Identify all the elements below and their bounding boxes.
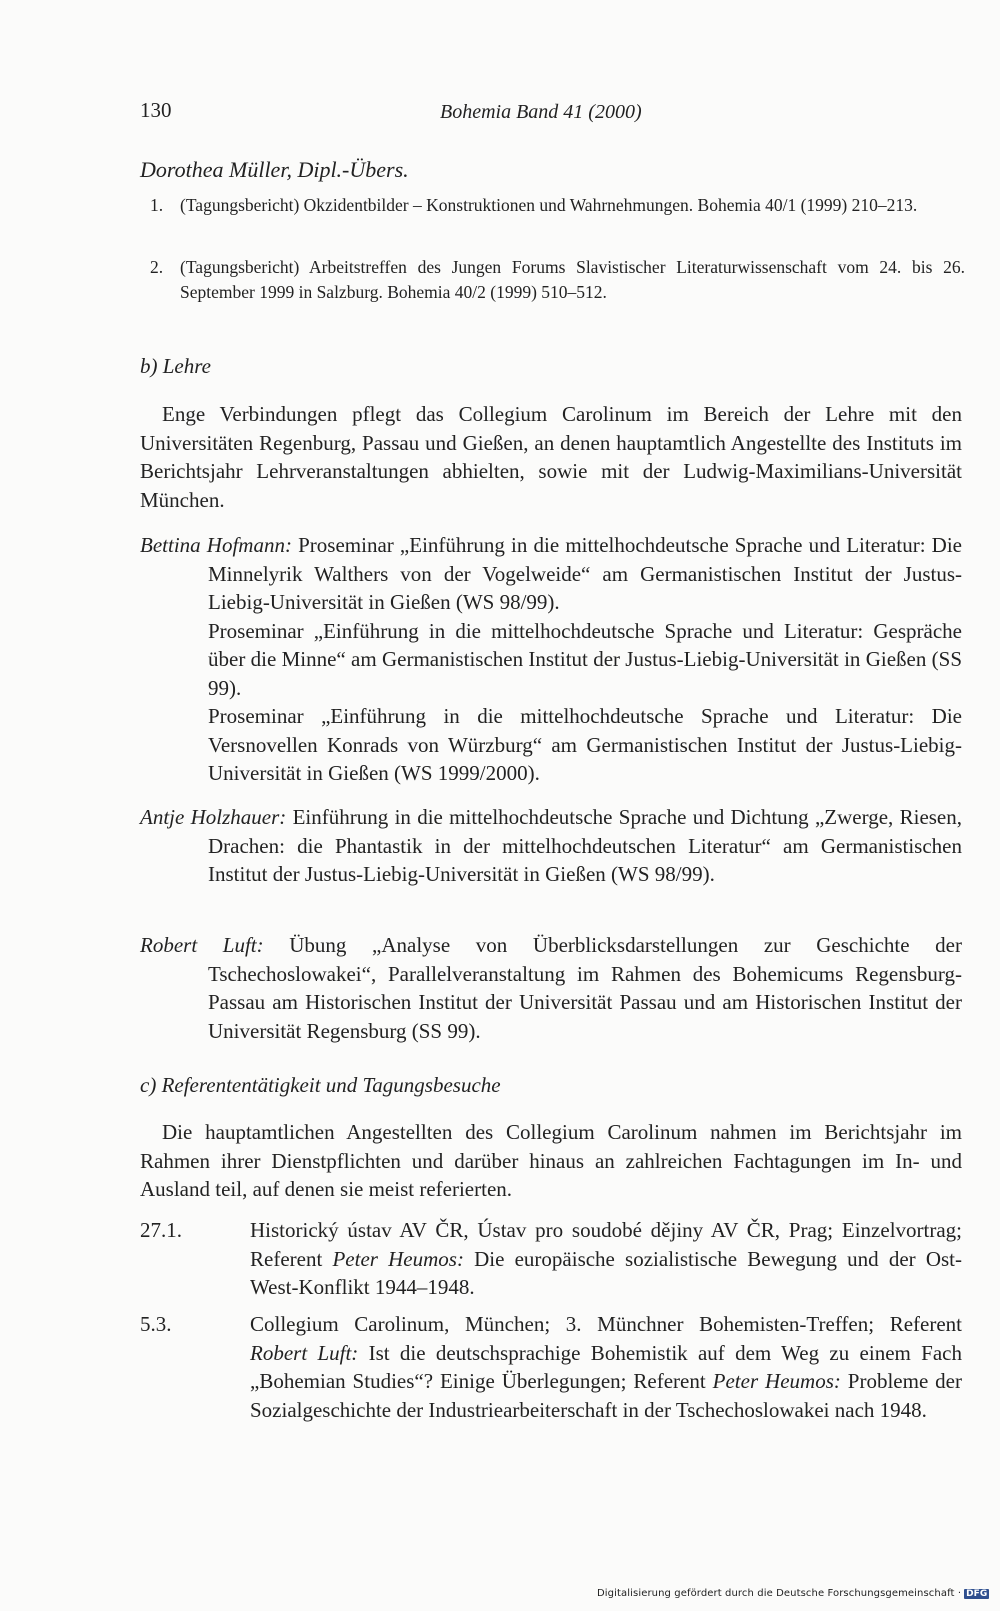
speaker-name: Peter Heumos:	[712, 1369, 841, 1393]
digitization-footer: Digitalisierung gefördert durch die Deutsche Forschungsgemeinschaft · DFG	[597, 1588, 988, 1599]
publication-item	[150, 255, 965, 305]
running-title: Bohemia Band 41 (2000)	[440, 101, 642, 123]
section-heading-lehre: b) Lehre	[140, 354, 211, 378]
entry-line: Übung „Analyse von Überblicksdarstellungen zur Geschichte der Tschechoslowakei“, Parallelveranstaltung im Rahmen des Bohemicums Regensburg-Passau am Historischen Institut der Universität Passau und am Historischen Institut der Universität Regensburg (SS 99).	[208, 933, 962, 1043]
event-text: Historický ústav AV ČR, Ústav pro soudobé dějiny AV ČR, Prag; Einzelvortrag; Referent Peter Heumos: Die europäische sozialistische Bewegung und der Ost-West-Konflikt 1944–1948.	[250, 1218, 962, 1299]
event-date: 5.3.	[140, 1312, 172, 1336]
page-number: 130	[140, 98, 172, 122]
publication-number: 2.	[150, 257, 164, 277]
entry-name: Antje Holzhauer:	[140, 805, 287, 829]
teaching-entry	[140, 803, 962, 889]
event-text: Collegium Carolinum, München; 3. Münchner Bohemisten-Treffen; Referent Robert Luft: Ist die deutschsprachige Bohemistik auf dem Weg zu einem Fach „Bohemian Studies“? Einige Überlegungen; Referent Peter Heumos: Probleme der Sozialgeschichte der Industriearbeiterschaft in der Tschechoslowakei nach 1948.	[250, 1312, 963, 1422]
paragraph-referenten-intro: Die hauptamtlichen Angestellten des Collegium Carolinum nahmen im Berichtsjahr im Rahmen ihrer Dienstpflichten und darüber hinaus an zahlreichen Fachtagungen im In- und Ausland teil, auf denen sie meist referierten.	[140, 1120, 962, 1201]
teaching-entry	[140, 531, 962, 788]
publication-number: 1.	[150, 195, 164, 215]
teaching-entry	[140, 931, 962, 1045]
entry-line: Proseminar „Einführung in die mittelhochdeutsche Sprache und Literatur: Gespräche über die Minne“ am Germanistischen Institut der Justus-Liebig-Universität in Gießen (SS 99).	[208, 618, 962, 700]
entry-line: Proseminar „Einführung in die mittelhochdeutsche Sprache und Literatur: Die Versnovellen Konrads von Würzburg“ am Germanistischen Institut der Justus-Liebig-Universität in Gießen (WS 1999/2000).	[208, 704, 962, 785]
entry-name: Robert Luft:	[140, 933, 264, 957]
publication-item	[150, 193, 965, 218]
speaker-name: Robert Luft:	[250, 1340, 359, 1365]
event-date: 27.1.	[140, 1218, 182, 1242]
paragraph-lehre-intro: Enge Verbindungen pflegt das Collegium Carolinum im Bereich der Lehre mit den Universitäten Regenburg, Passau und Gießen, an denen hauptamtlich Angestellte des Instituts im Berichtsjahr Lehrveranstaltungen abhielten, sowie mit der Ludwig-Maximilians-Universität München.	[140, 402, 962, 512]
publication-text: (Tagungsbericht) Arbeitstreffen des Jungen Forums Slavistischer Literaturwissenschaft vom 24. bis 26. September 1999 in Salzburg. Bohemia 40/2 (1999) 510–512.	[180, 257, 965, 302]
speaker-name: Peter Heumos:	[332, 1246, 464, 1271]
entry-line: Proseminar „Einführung in die mittelhochdeutsche Sprache und Literatur: Die Minnelyrik Walthers von der Vogelweide“ am Germanistischen Institut der Justus-Liebig-Universität in Gießen (WS 98/99).	[208, 533, 963, 614]
publication-text: (Tagungsbericht) Okzidentbilder – Konstruktionen und Wahrnehmungen. Bohemia 40/1 (1999) 210–213.	[180, 195, 918, 215]
section-heading-referenten: c) Referententätigkeit und Tagungsbesuche	[140, 1073, 501, 1097]
event-entry	[140, 1310, 962, 1424]
entry-name: Bettina Hofmann:	[140, 533, 292, 557]
event-entry	[140, 1216, 962, 1302]
author-heading: Dorothea Müller, Dipl.-Übers.	[140, 157, 409, 182]
footer-text: Digitalisierung gefördert durch die Deutsche Forschungsgemeinschaft	[597, 1588, 955, 1599]
dfg-logo: DFG	[966, 1589, 988, 1599]
entry-line: Einführung in die mittelhochdeutsche Sprache und Dichtung „Zwerge, Riesen, Drachen: die Phantastik in der mittelhochdeutschen Literatur“ am Germanistischen Institut der Justus-Liebig-Universität in Gießen (WS 98/99).	[208, 805, 963, 886]
